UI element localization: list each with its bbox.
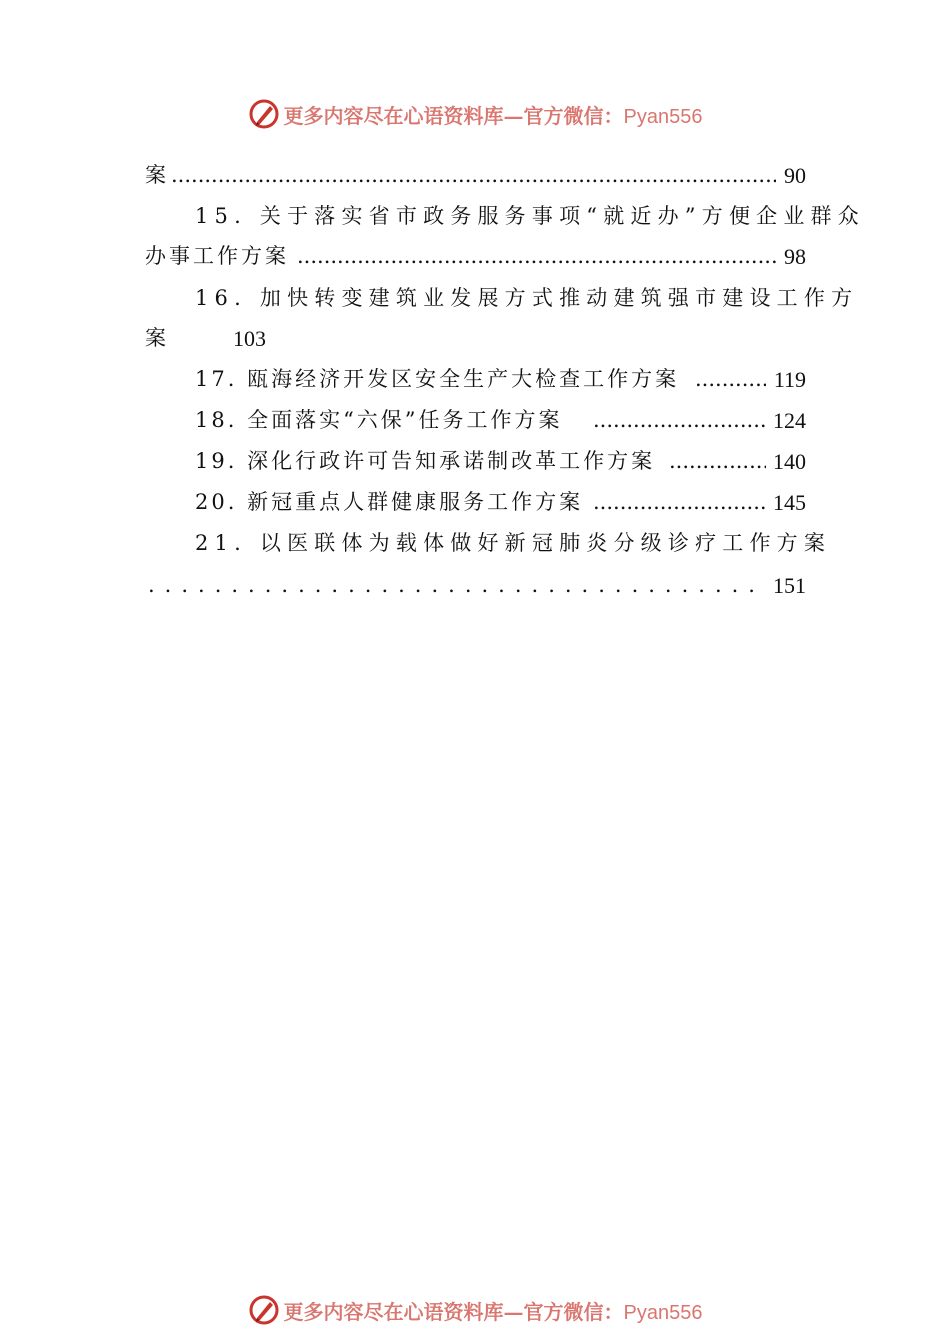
toc-entry-16[interactable] [195,278,859,319]
toc-entry-text: 办事工作方案 [145,244,289,268]
toc-dot-leader [593,482,766,523]
toc-dot-leader [593,400,766,441]
toc-entry-text: 21. 以医联体为载体做好新冠肺炎分级诊疗工作方案 [195,531,832,555]
pen-logo-icon [248,98,280,130]
header-wechat-id: Pyan556 [623,105,703,128]
toc-entry-19[interactable] [195,441,806,482]
footer-wechat-id: Pyan556 [623,1301,703,1324]
toc-entry-text: 19. 深化行政许可告知承诺制改革工作方案 [195,449,656,473]
header-banner [0,94,950,134]
header-banner-text: 更多内容尽在心语资料库—官方微信：Pyan556 [283,103,703,128]
toc-dot-leader [171,155,776,196]
toc-page-number: 124 [773,408,806,433]
toc-entry-17[interactable] [195,359,806,400]
toc-entry-16-continued[interactable] [145,318,806,359]
toc-dot-leader [297,236,776,277]
toc-page-number: 140 [773,449,806,474]
toc-page-number: 103 [233,326,266,351]
toc-page-number: 119 [773,367,806,392]
toc-dot-leader [695,359,766,400]
toc-entry-21-continued[interactable] [145,565,806,606]
toc-entry-15[interactable] [195,196,865,237]
toc-entry-text: 案 [145,163,169,187]
toc-page-number: 90 [784,163,806,188]
toc-entry-text: 15. 关于落实省市政务服务事项“就近办”方便企业群众 [195,204,865,228]
toc-dot-leader [669,441,766,482]
footer-banner-text: 更多内容尽在心语资料库—官方微信：Pyan556 [283,1299,703,1324]
toc-entry-text: 案 [145,326,169,350]
toc-entry-18[interactable] [195,400,806,441]
toc-entry-continued[interactable] [145,155,806,196]
toc-dot-leader [148,565,758,606]
toc-page-number: 98 [784,244,806,269]
footer-banner [0,1290,950,1330]
toc-entry-21[interactable] [195,523,832,564]
toc-page-number: 145 [773,490,806,515]
toc-page-number: 151 [773,573,806,598]
toc-entry-text: 18. 全面落实“六保”任务工作方案 [195,408,563,432]
toc-entry-20[interactable] [195,482,806,523]
pen-logo-icon [248,1294,280,1326]
toc-entry-text: 16. 加快转变建筑业发展方式推动建筑强市建设工作方 [195,286,859,310]
toc-entry-text: 17. 瓯海经济开发区安全生产大检查工作方案 [195,367,680,391]
toc-entry-15-continued[interactable] [145,236,806,277]
toc-entry-text: 20. 新冠重点人群健康服务工作方案 [195,490,584,514]
